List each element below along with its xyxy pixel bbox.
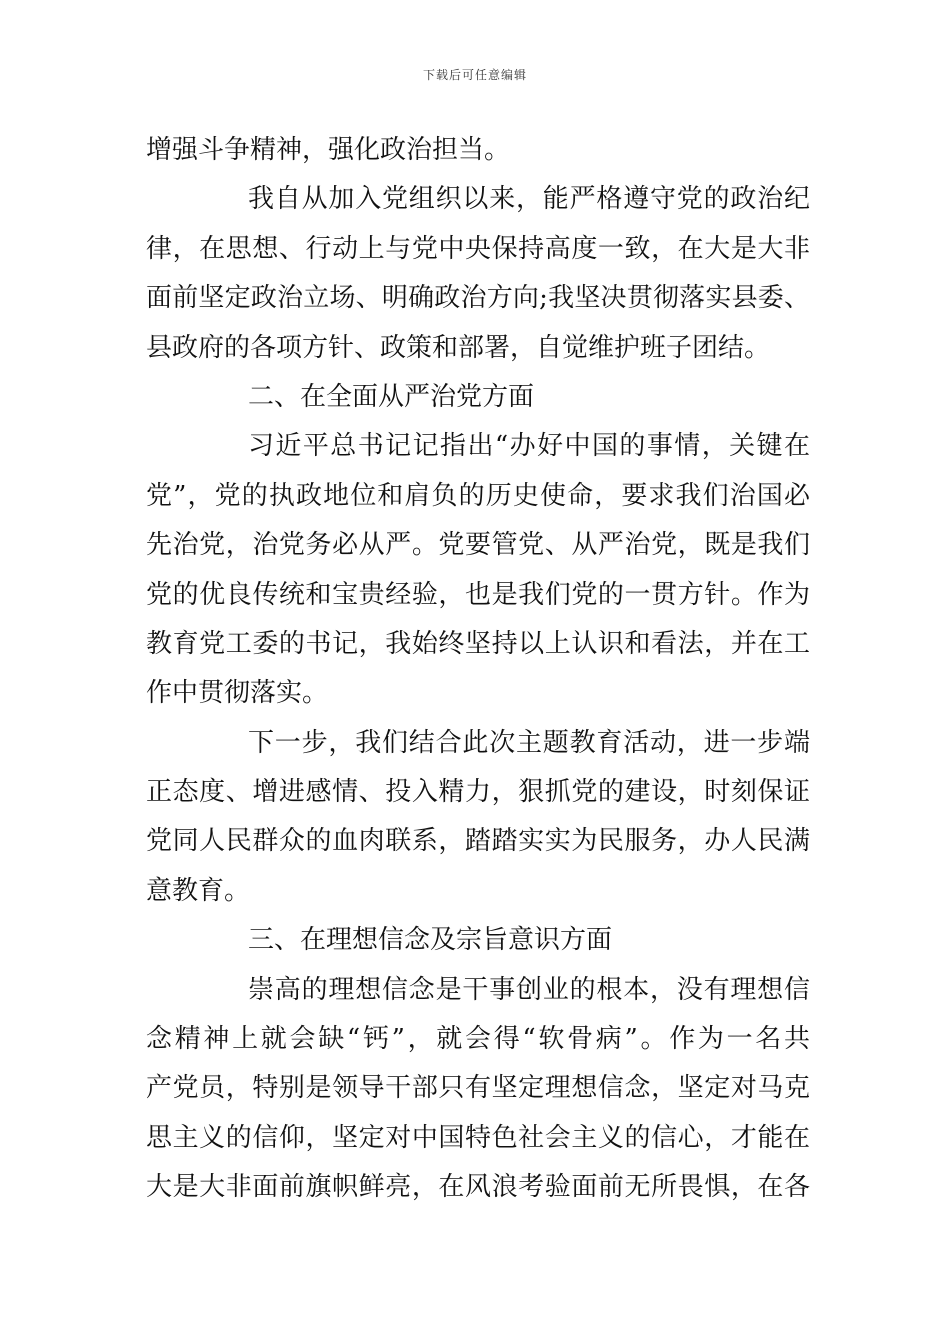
page-header: 下载后可任意编辑	[422, 68, 527, 82]
text-line: 正态度、增进感情、投入精力，狠抓党的建设，时刻保证	[146, 777, 810, 808]
text-line: 面前坚定政治立场、明确政治方向;我坚决贯彻落实县委、	[146, 283, 810, 314]
section-heading: 二、在全面从严治党方面	[248, 381, 535, 412]
text-line: 我自从加入党组织以来，能严格遵守党的政治纪	[248, 184, 810, 215]
text-line: 县政府的各项方针、政策和部署，自觉维护班子团结。	[146, 332, 771, 363]
document-body	[146, 126, 810, 1213]
text-line: 大是大非面前旗帜鲜亮，在风浪考验面前无所畏惧，在各	[146, 1172, 810, 1203]
text-line: 先治党，治党务必从严。党要管党、从严治党，既是我们	[146, 530, 810, 561]
text-line: 党”，党的执政地位和肩负的历史使命，要求我们治国必	[146, 480, 810, 511]
text-line: 思主义的信仰，坚定对中国特色社会主义的信心，才能在	[146, 1122, 810, 1153]
text-line: 律，在思想、行动上与党中央保持高度一致，在大是大非	[146, 233, 810, 264]
text-line: 作中贯彻落实。	[146, 678, 329, 709]
text-line: 党的优良传统和宝贵经验，也是我们党的一贯方针。作为	[146, 579, 810, 610]
text-line: 崇高的理想信念是干事创业的根本，没有理想信	[248, 974, 810, 1005]
text-line: 念精神上就会缺“钙”，就会得“软骨病”。作为一名共	[146, 1024, 810, 1055]
text-line: 教育党工委的书记，我始终坚持以上认识和看法，并在工	[146, 628, 810, 659]
text-line: 习近平总书记记指出“办好中国的事情，关键在	[248, 431, 810, 462]
section-heading: 三、在理想信念及宗旨意识方面	[248, 925, 613, 956]
text-line: 下一步，我们结合此次主题教育活动，进一步端	[248, 727, 810, 758]
text-line: 增强斗争精神，强化政治担当。	[146, 135, 511, 165]
text-line: 产党员，特别是领导干部只有坚定理想信念，坚定对马克	[146, 1073, 810, 1104]
text-line: 党同人民群众的血肉联系，踏踏实实为民服务，办人民满	[146, 826, 810, 857]
text-line: 意教育。	[146, 875, 251, 906]
